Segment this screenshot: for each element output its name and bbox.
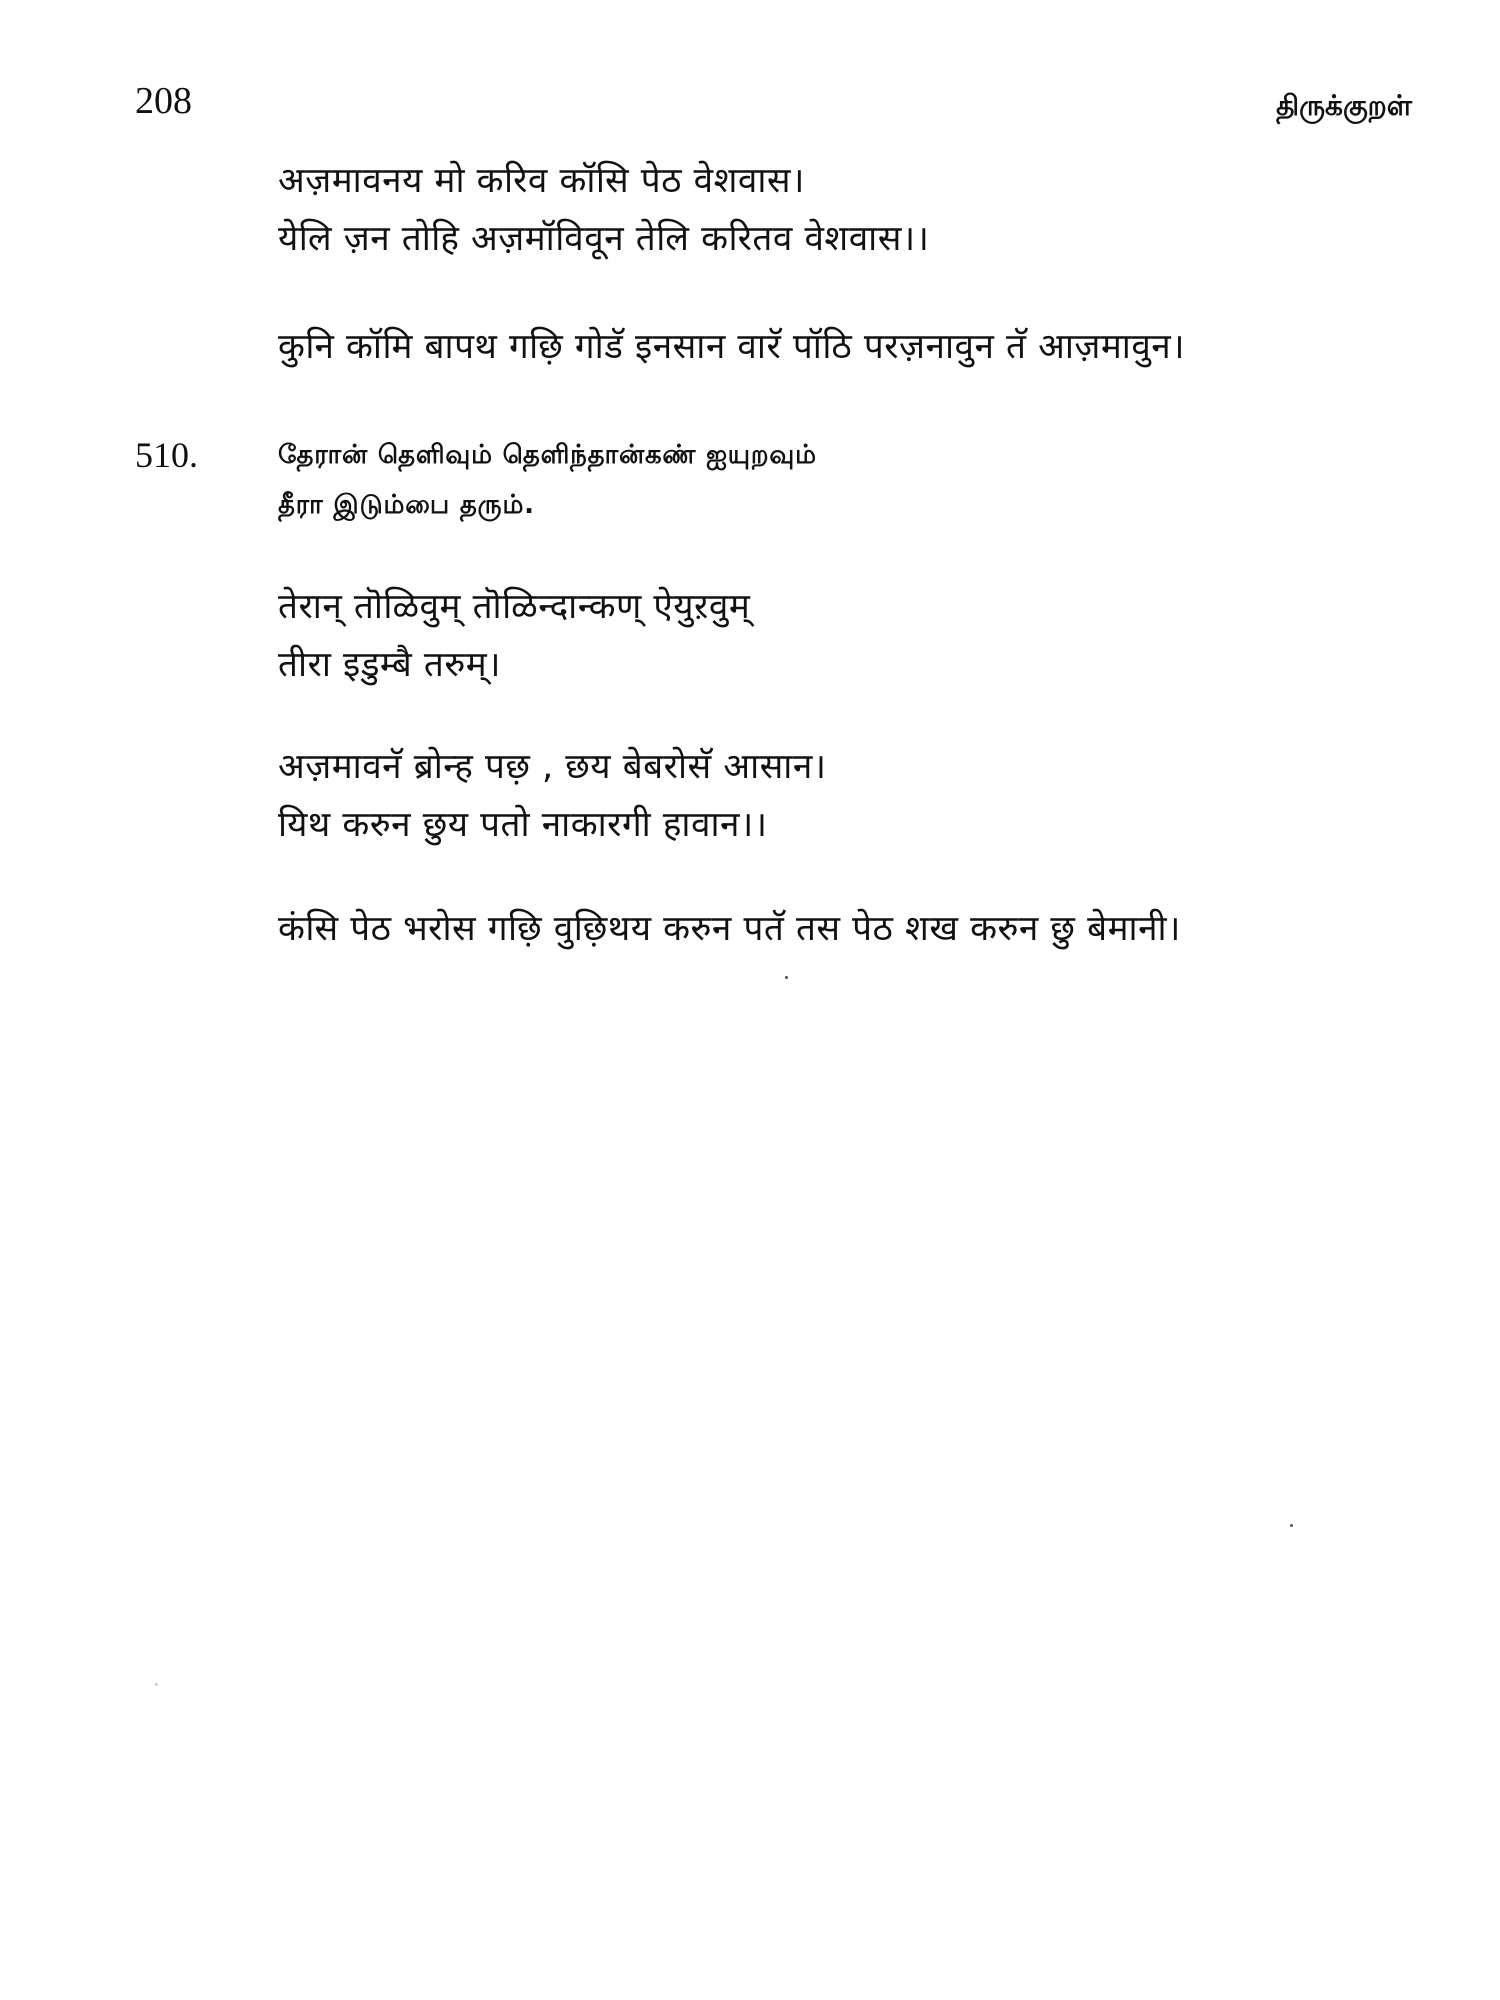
verse-510-translit-line-2: तीरा इडुम्बै तरुम्। bbox=[278, 645, 501, 685]
page-number: 208 bbox=[135, 80, 192, 122]
verse-510-couplet-line-1: अज़मावनॅ ब्रोन्ह पछ़ , छय बेबरोसॅ आसान। bbox=[278, 747, 827, 787]
verse-510-translit-line-1: तेरान् तॊळिवुम् तॊळिन्दान्कण् ऐयुऱवुम् bbox=[278, 587, 751, 627]
couplet-509-translation bbox=[278, 152, 1428, 268]
verse-510-tamil bbox=[278, 430, 1428, 530]
couplet-509-line-1: अज़मावनय मो करिव कॉसि पेठ वेशवास। bbox=[278, 161, 805, 201]
verse-510-meaning bbox=[278, 900, 1428, 958]
verse-510-couplet-line-2: यिथ करुन छुय पतो नाकारगी हावान।। bbox=[278, 805, 768, 845]
meaning-509 bbox=[278, 318, 1428, 376]
meaning-509-line-1: कुनि कॉमि बापथ गछ़ि गोडॅ इनसान वारॅ पॉठि परज़नावुन तॅ आज़मावुन। bbox=[278, 327, 1185, 367]
verse-510-meaning-line-1: कंसि पेठ भरोस गछ़ि वुछ़िथय करुन पतॅ तस पेठ शख करुन छु बेमानी। bbox=[278, 909, 1181, 949]
scan-speck bbox=[1290, 1524, 1293, 1527]
scan-speck bbox=[155, 1683, 158, 1686]
running-title: திருக்குறள் bbox=[1276, 89, 1412, 122]
verse-number-510: 510. bbox=[135, 435, 198, 475]
verse-510-transliteration bbox=[278, 578, 1428, 694]
verse-510-couplet-translation bbox=[278, 738, 1428, 854]
couplet-509-line-2: येलि ज़न तोहि अज़मॉविवून तेलि करितव वेशवास।। bbox=[278, 219, 930, 259]
verse-510-tamil-line-2: தீரா இடும்பை தரும். bbox=[278, 490, 535, 520]
scan-speck bbox=[785, 976, 788, 979]
verse-510-tamil-line-1: தேரான் தெளிவும் தெளிந்தான்கண் ஐயுறவும் bbox=[278, 440, 817, 470]
